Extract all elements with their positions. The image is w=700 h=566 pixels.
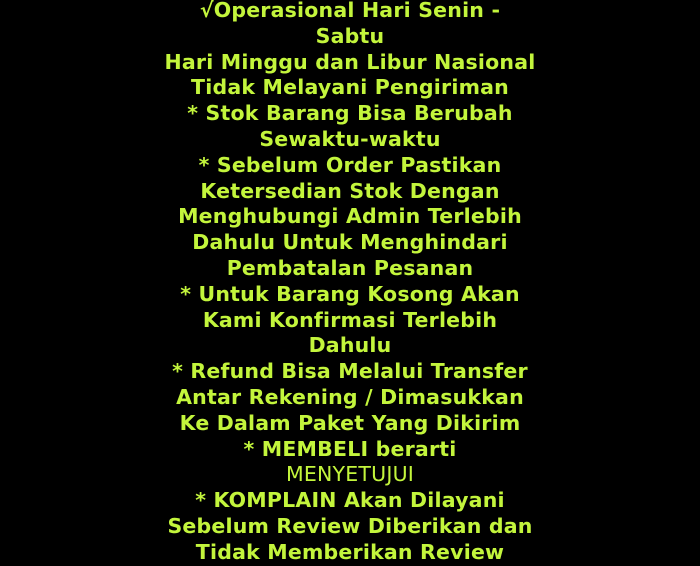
notice-line: Pembatalan Pesanan (226, 255, 474, 280)
notice-line: Kami Konfirmasi Terlebih (202, 307, 498, 332)
notice-line: Ketersedian Stok Dengan (200, 178, 500, 203)
notice-line: Sewaktu-waktu (259, 126, 441, 151)
notice-line: Hari Minggu dan Libur Nasional (164, 49, 536, 74)
notice-line: Sebelum Review Diberikan dan (167, 513, 533, 538)
notice-line: Tidak Memberikan Review (195, 539, 505, 564)
notice-line: Dahulu Untuk Menghindari (192, 230, 508, 255)
notice-line: Ke Dalam Paket Yang Dikirim (179, 410, 521, 435)
notice-line: * KOMPLAIN Akan Dilayani (195, 488, 505, 513)
notice-line: * MEMBELI berarti (243, 436, 457, 461)
notice-line: * Refund Bisa Melalui Transfer (172, 359, 528, 384)
notice-line: Menghubungi Admin Terlebih (178, 204, 522, 229)
notice-line: Antar Rekening / Dimasukkan (176, 384, 524, 409)
notice-line: * Untuk Barang Kosong Akan (180, 281, 520, 306)
notice-line: MENYETUJUI (285, 462, 415, 487)
notice-line: * Sebelum Order Pastikan (198, 152, 502, 177)
notice-line: √Operasional Hari Senin - (199, 0, 501, 22)
notice-line: Dahulu (308, 333, 392, 358)
notice-line: Sabtu (315, 23, 385, 48)
notice-line: * Stok Barang Bisa Berubah (187, 101, 513, 126)
notice-line: Tidak Melayani Pengiriman (191, 75, 509, 100)
